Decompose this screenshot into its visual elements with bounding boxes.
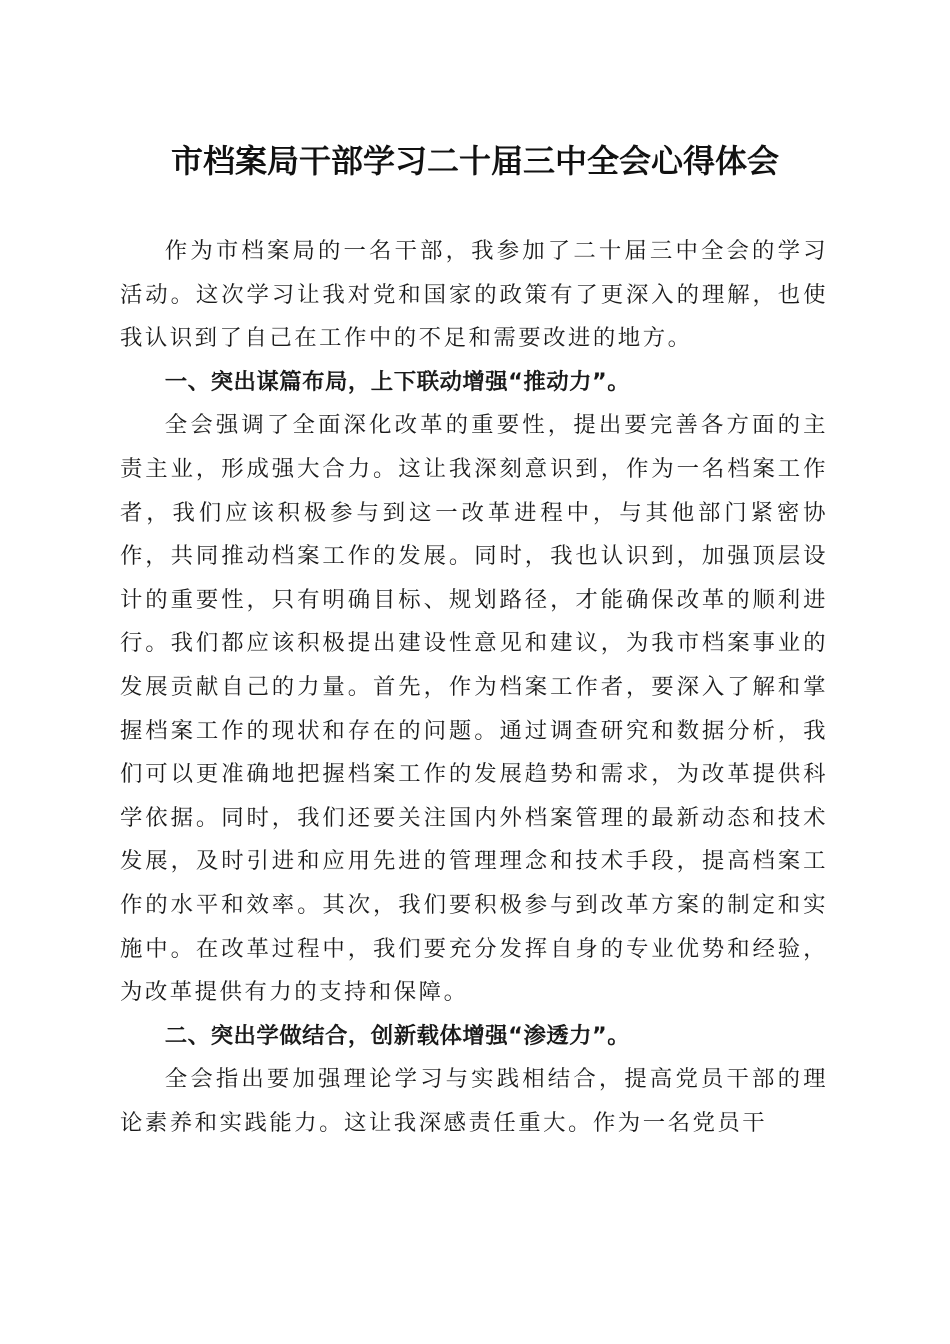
section-2-paragraph: 全会指出要加强理论学习与实践相结合，提高党员干部的理论素养和实践能力。这让我深感责任重大。作为一名党员干	[120, 1066, 828, 1136]
intro-paragraph: 作为市档案局的一名干部，我参加了二十届三中全会的学习活动。这次学习让我对党和国家的政策有了更深入的理解，也使我认识到了自己在工作中的不足和需要改进的地方。	[120, 238, 828, 352]
section-2-heading: 二、突出学做结合，创新载体增强“渗透力”。	[164, 1022, 631, 1049]
section-1-heading: 一、突出谋篇布局，上下联动增强“推动力”。	[164, 368, 631, 395]
section-1-paragraph: 全会强调了全面深化改革的重要性，提出要完善各方面的主责主业，形成强大合力。这让我深刻意识到，作为一名档案工作者，我们应该积极参与到这一改革进程中，与其他部门紧密协作，共同推动档案工作的发展。同时，我也认识到，加强顶层设计的重要性，只有明确目标、规划路径，才能确保改革的顺利进行。我们都应该积极提出建设性意见和建议，为我市档案事业的发展贡献自己的力量。首先，作为档案工作者，要深入了解和掌握档案工作的现状和存在的问题。通过调查研究和数据分析，我们可以更准确地把握档案工作的发展趋势和需求，为改革提供科学依据。同时，我们还要关注国内外档案管理的最新动态和技术发展，及时引进和应用先进的管理理念和技术手段，提高档案工作的水平和效率。其次，我们要积极参与到改革方案的制定和实施中。在改革过程中，我们要充分发挥自身的专业优势和经验，为改革提供有力的支持和保障。	[120, 412, 828, 1006]
document-body	[120, 230, 828, 1145]
document-title: 市档案局干部学习二十届三中全会心得体会	[170, 142, 779, 180]
